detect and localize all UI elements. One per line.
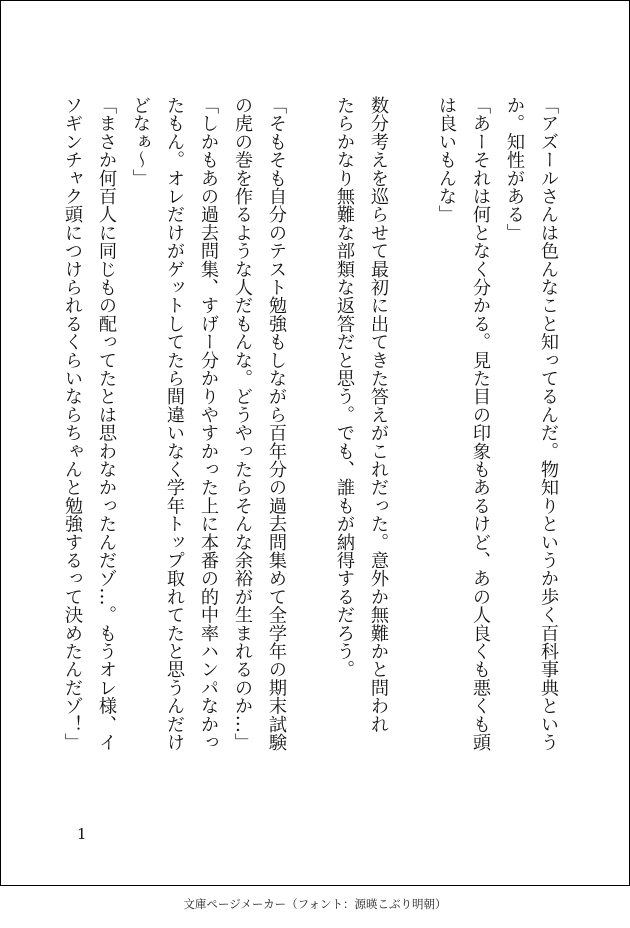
- text-line: たらかなり無難な部類な返答だと思う。でも、誰もが納得するだろう。: [334, 96, 355, 679]
- text-line: 数分考えを巡らせて最初に出てきた答えがこれだった。意外か無難かと問われ: [368, 96, 389, 733]
- page-number: 1: [77, 825, 87, 843]
- text-line: どなぁ～」: [130, 96, 151, 187]
- blank-line: [395, 96, 429, 821]
- text-line: ソギンチャク頭につけられるくらいならちゃんと勉強するって決めたんだゾ！」: [62, 96, 83, 752]
- text-line: 「そもそも自分のテスト勉強もしながら百年分の過去問集めて全学年の期末試験: [266, 96, 287, 752]
- text-line: 「アズールさんは色んなこと知ってるんだ。物知りというか歩く百科事典という: [538, 96, 559, 752]
- text-line: 「しかもあの過去問集、すげー分かりやすかった上に本番の的中率ハンパなかっ: [198, 96, 219, 752]
- blank-line: [293, 96, 327, 821]
- text-line: の虎の巻を作るような人だもんな。どうやったらそんな余裕が生まれるのか…」: [232, 96, 253, 752]
- text-line: たもん。オレだけがゲットしてたら間違いなく学年トップ取れてたと思うんだけ: [164, 96, 185, 752]
- text-line: 「まさか何百人に同じもの配ってたとは思わなかったんだゾ…。もうオレ様、イ: [96, 96, 117, 752]
- text-line: 「あーそれは何となく分かる。見た目の印象もあるけど、あの人良くも悪くも頭: [470, 96, 491, 752]
- footer-credit: 文庫ページメーカー（フォント：源暎こぶり明朝）: [183, 897, 447, 911]
- text-line: か。知性がある」: [504, 96, 525, 242]
- vertical-body-text: [55, 96, 565, 821]
- text-line: は良いもんな」: [436, 96, 457, 224]
